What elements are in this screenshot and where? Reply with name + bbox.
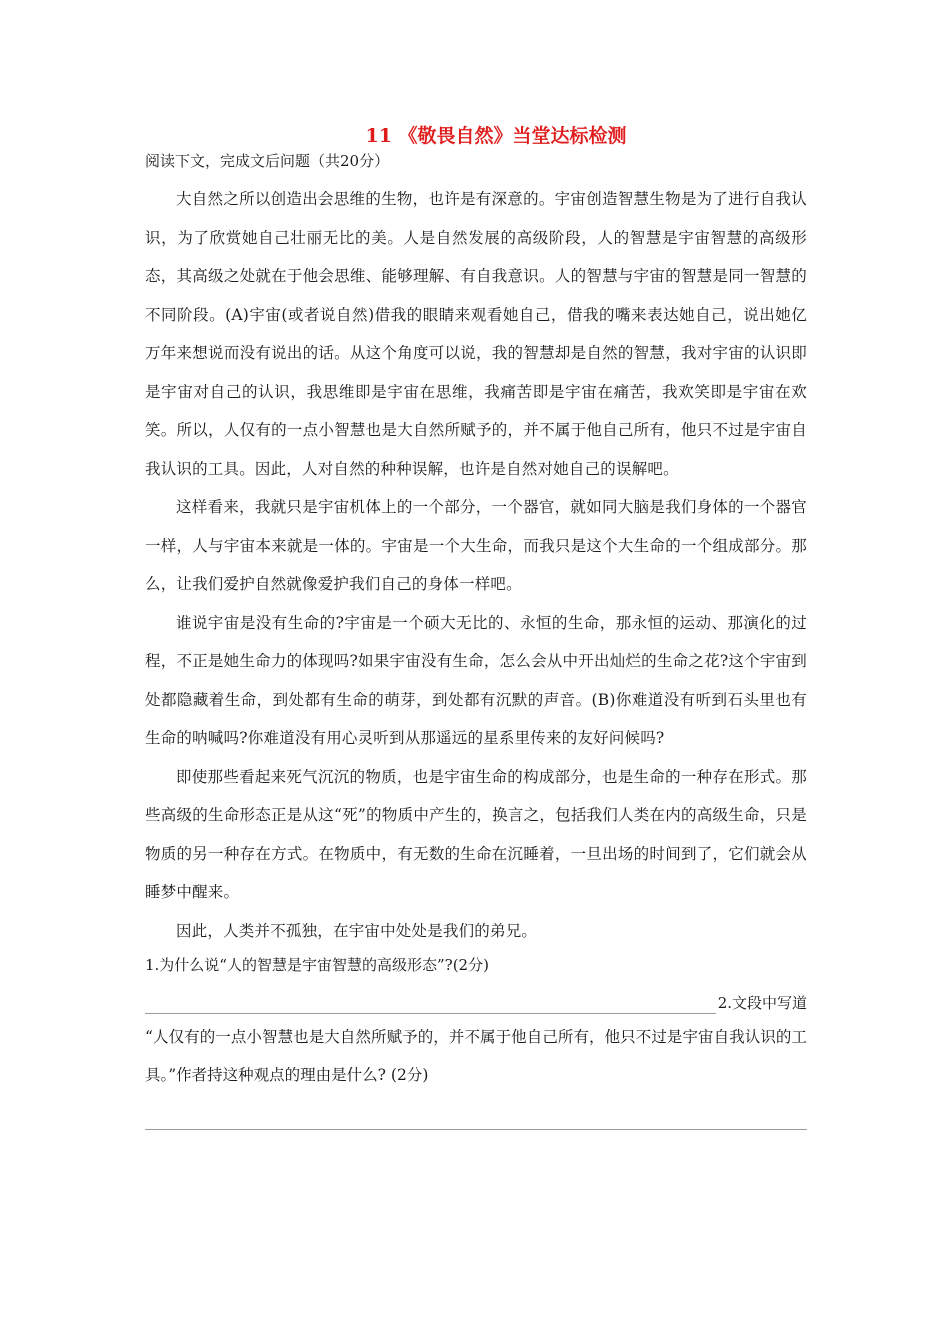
question-1: 1.为什么说“人的智慧是宇宙智慧的高级形态”?(2分) [145, 956, 489, 974]
answer-line-1[interactable] [145, 991, 716, 1014]
reading-instructions: 阅读下文，完成文后问题（共20分） [145, 152, 390, 170]
passage-paragraph-2: 这样看来，我就只是宇宙机体上的一个部分，一个器官，就如同大脑是我们身体的一个器官一样，人与宇宙本来就是一体的。宇宙是一个大生命，而我只是这个大生命的一个组成部分。那么，让我们爱护自然就像爱护我们自己的身体一样吧。 [145, 498, 807, 593]
document-page [145, 122, 807, 1130]
passage-paragraph-5: 因此，人类并不孤独，在宇宙中处处是我们的弟兄。 [176, 921, 538, 940]
answer-line-2[interactable] [145, 1128, 807, 1130]
answer-row-1 [145, 980, 807, 1014]
passage-paragraph-4: 即使那些看起来死气沉沉的物质，也是宇宙生命的构成部分，也是生命的一种存在形式。那些高级的生命形态正是从这“死”的物质中产生的，换言之，包括我们人类在内的高级生命，只是物质的另一种存在方式。在物质中，有无数的生命在沉睡着，一旦出场的时间到了，它们就会从睡梦中醒来。 [145, 767, 807, 901]
document-title: 11 《敬畏自然》当堂达标检测 [365, 125, 627, 147]
question-2-start: 2.文段中写道 [717, 994, 807, 1012]
passage-paragraph-3: 谁说宇宙是没有生命的?宇宙是一个硕大无比的、永恒的生命，那永恒的运动、那演化的过程，不正是她生命力的体现吗?如果宇宙没有生命，怎么会从中开出灿烂的生命之花?这个宇宙到处都隐藏着生命，到处都有生命的萌芽，到处都有沉默的声音。(B)你难道没有听到石头里也有生命的呐喊吗?你难道没有用心灵听到从那遥远的星系里传来的友好问候吗? [145, 613, 807, 747]
question-2-body: “人仅有的一点小智慧也是大自然所赋予的，并不属于他自己所有，他只不过是宇宙自我认识的工具。”作者持这种观点的理由是什么? (2分) [145, 1028, 807, 1084]
passage-paragraph-1: 大自然之所以创造出会思维的生物，也许是有深意的。宇宙创造智慧生物是为了进行自我认识，为了欣赏她自己壮丽无比的美。人是自然发展的高级阶段，人的智慧是宇宙智慧的高级形态，其高级之处就在于他会思维、能够理解、有自我意识。人的智慧与宇宙的智慧是同一智慧的不同阶段。(A)宇宙(或者说自然)借我的眼睛来观看她自己，借我的嘴来表达她自己，说出她亿万年来想说而没有说出的话。从这个角度可以说，我的智慧却是自然的智慧，我对宇宙的认识即是宇宙对自己的认识，我思维即是宇宙在思维，我痛苦即是宇宙在痛苦，我欢笑即是宇宙在欢笑。所以，人仅有的一点小智慧也是大自然所赋予的，并不属于他自己所有，他只不过是宇宙自我认识的工具。因此，人对自然的种种误解，也许是自然对她自己的误解吧。 [145, 190, 807, 478]
